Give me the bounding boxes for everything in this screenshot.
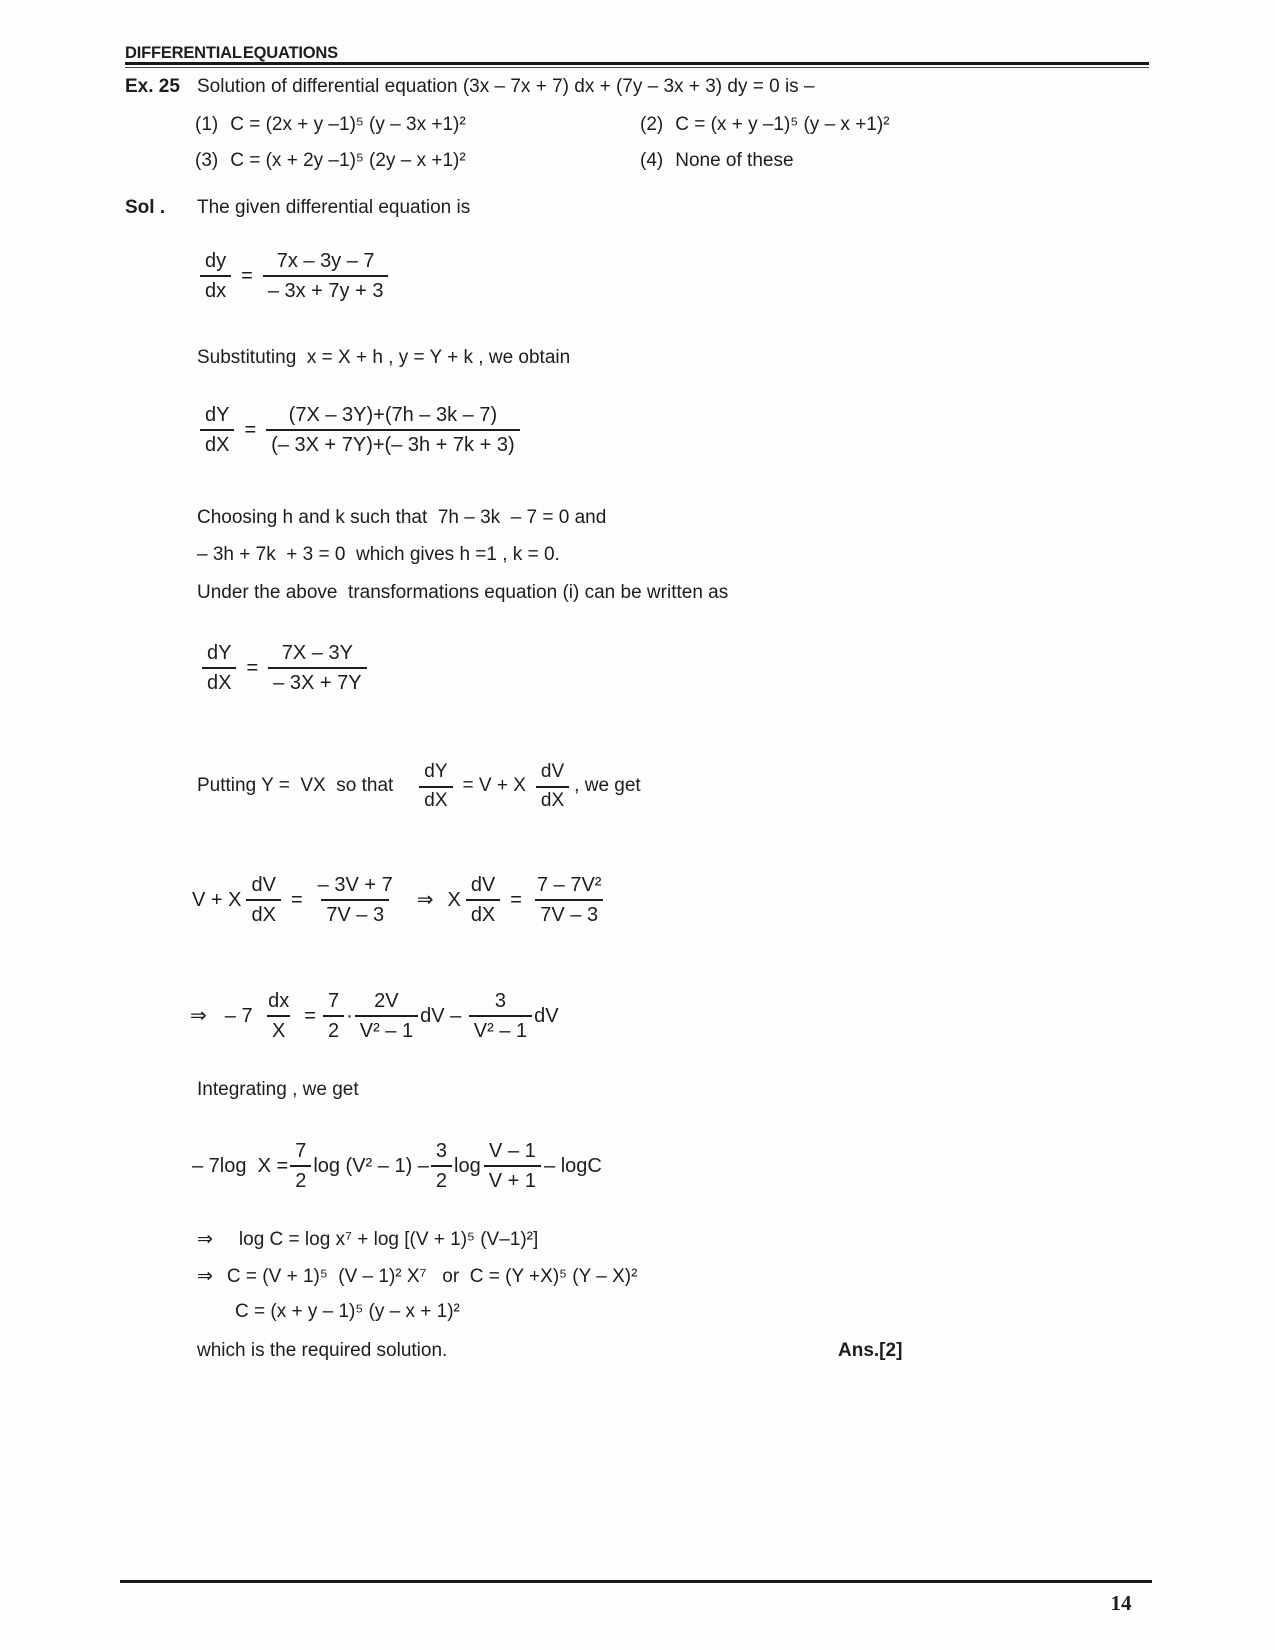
fraction — [268, 640, 366, 696]
substituting-line: Substituting x = X + h , y = Y + k , we obtain — [197, 347, 571, 368]
equation-4 — [192, 872, 611, 928]
fraction-numerator: dV — [540, 761, 565, 782]
option-3 — [195, 149, 466, 172]
fraction-denominator: V² – 1 — [469, 1015, 532, 1044]
fraction-denominator: dX — [200, 429, 234, 458]
fraction-denominator: dX — [536, 786, 569, 814]
option-number: (3) — [195, 150, 219, 171]
putting-post-text: , we get — [574, 775, 641, 797]
transformations-line: Under the above transformations equation (i) can be written as — [197, 582, 729, 603]
step-text: C = (V + 1)⁵ (V – 1)² X⁷ or C = (Y +X)⁵ (Y – X)² — [226, 1266, 638, 1287]
fraction-denominator: dX — [202, 667, 236, 696]
fraction — [419, 760, 452, 813]
fraction-numerator: 7x – 3y – 7 — [276, 250, 375, 272]
fraction-numerator: V – 1 — [489, 1140, 536, 1162]
fraction-numerator: 7 – 7V² — [536, 874, 602, 896]
fraction — [466, 872, 500, 928]
fraction-numerator: – 3V + 7 — [317, 874, 393, 896]
final-solution-line: C = (x + y – 1)⁵ (y – x + 1)² — [235, 1301, 460, 1322]
fraction — [431, 1138, 452, 1194]
eq4-mid-text: X — [447, 889, 461, 911]
eq6-post-text: – logC — [544, 1155, 602, 1177]
solution-intro: The given differential equation is — [197, 197, 471, 218]
putting-pre-text: Putting Y = VX so that — [197, 775, 394, 797]
fraction-denominator: 7V – 3 — [321, 899, 389, 928]
option-2 — [640, 113, 890, 136]
page-header-title: DIFFERENTIAL EQUATIONS — [125, 44, 338, 62]
option-text: None of these — [675, 150, 794, 171]
fraction-numerator: dV — [470, 874, 496, 896]
equation-3 — [197, 640, 372, 696]
option-text: C = (x + y –1)⁵ (y – x +1)² — [675, 114, 890, 135]
fraction-denominator: 2 — [323, 1015, 344, 1044]
option-1 — [195, 113, 466, 136]
equals-sign: = — [290, 889, 303, 911]
fraction — [200, 248, 231, 304]
fraction — [202, 640, 236, 696]
footer-rule — [120, 1580, 1152, 1583]
fraction-denominator: 2 — [431, 1165, 452, 1194]
fraction — [246, 872, 280, 928]
fraction-denominator: – 3X + 7Y — [268, 667, 366, 696]
fraction-denominator: (– 3X + 7Y)+(– 3h + 7k + 3) — [266, 429, 519, 458]
fraction-denominator: dX — [466, 899, 500, 928]
fraction-numerator: 2V — [374, 990, 399, 1012]
problem-statement: Solution of differential equation (3x – 7x + 7) dx + (7y – 3x + 3) dy = 0 is – — [197, 76, 815, 97]
implies-arrow: ⇒ — [197, 1266, 213, 1287]
fraction — [323, 988, 344, 1044]
option-number: (1) — [195, 114, 219, 135]
step-text: log C = log x⁷ + log [(V + 1)⁵ (V–1)²] — [238, 1229, 539, 1250]
step-c-equals — [197, 1265, 637, 1290]
fraction — [355, 988, 418, 1044]
eq6-mid-text-1: log (V² – 1) – — [313, 1155, 429, 1177]
fraction-denominator: X — [267, 1015, 290, 1044]
eq6-pre-text: – 7log X = — [192, 1155, 289, 1177]
choosing-line-2: – 3h + 7k + 3 = 0 which gives h =1 , k = 0. — [197, 544, 560, 565]
fraction-numerator: dx — [268, 990, 290, 1012]
solution-label: Sol . — [125, 197, 166, 218]
fraction-numerator: dY — [424, 761, 448, 782]
eq5-post-text: dV — [534, 1005, 559, 1027]
equals-sign: = — [304, 1005, 316, 1027]
answer-label: Ans.[2] — [838, 1340, 903, 1361]
equation-1 — [195, 248, 393, 304]
fraction — [469, 988, 532, 1044]
fraction-denominator: – 3x + 7y + 3 — [263, 275, 389, 304]
implies-arrow: ⇒ — [416, 889, 434, 911]
implies-arrow: ⇒ — [190, 1005, 207, 1027]
option-text: C = (2x + y –1)⁵ (y – 3x +1)² — [230, 114, 466, 135]
fraction-numerator: dV — [251, 874, 276, 896]
fraction — [484, 1138, 541, 1194]
option-4 — [640, 149, 794, 172]
fraction-numerator: dy — [205, 250, 227, 272]
equals-sign: = — [244, 419, 257, 441]
fraction-numerator: (7X – 3Y)+(7h – 3k – 7) — [288, 404, 498, 426]
option-text: C = (x + 2y –1)⁵ (2y – x +1)² — [230, 150, 466, 171]
equals-sign: = — [241, 265, 253, 287]
option-number: (4) — [640, 150, 664, 171]
eq5-pre-text: – 7 — [224, 1005, 259, 1027]
fraction — [266, 402, 519, 458]
page-number: 14 — [1110, 1591, 1132, 1615]
choosing-line-1: Choosing h and k such that 7h – 3k – 7 = 0 and — [197, 507, 607, 528]
fraction-denominator: V² – 1 — [355, 1015, 418, 1044]
equation-2 — [195, 402, 525, 458]
fraction-numerator: dY — [207, 642, 232, 664]
integrating-line: Integrating , we get — [197, 1079, 359, 1100]
putting-line — [197, 760, 641, 813]
fraction — [263, 988, 294, 1044]
fraction-denominator: dx — [200, 275, 231, 304]
equals-sign: = — [510, 889, 522, 911]
fraction — [532, 872, 606, 928]
fraction-numerator: 7 — [327, 990, 340, 1012]
fraction-denominator: V + 1 — [484, 1165, 541, 1194]
closing-line: which is the required solution. — [197, 1340, 448, 1361]
putting-mid-text: = V + X — [462, 775, 526, 797]
fraction — [313, 872, 398, 928]
fraction-denominator: 7V – 3 — [535, 899, 603, 928]
fraction — [263, 248, 389, 304]
dot-operator: · — [346, 1005, 353, 1027]
eq4-pre-text: V + X — [192, 889, 242, 911]
problem-label: Ex. 25 — [125, 76, 180, 97]
implies-arrow: ⇒ — [197, 1229, 213, 1250]
eq5-mid-text: dV – — [420, 1005, 467, 1027]
fraction — [200, 402, 234, 458]
fraction — [536, 760, 569, 813]
step-log-c — [197, 1228, 538, 1253]
fraction — [290, 1138, 311, 1194]
fraction-numerator: 3 — [494, 990, 507, 1012]
equation-5 — [190, 988, 559, 1044]
eq6-mid-text-2: log — [454, 1155, 481, 1177]
header-rule — [125, 62, 1149, 68]
equation-6 — [192, 1138, 602, 1194]
fraction-numerator: dY — [205, 404, 230, 426]
fraction-numerator: 7X – 3Y — [281, 642, 353, 664]
fraction-numerator: 7 — [295, 1140, 307, 1162]
equals-sign: = — [246, 657, 259, 679]
fraction-numerator: 3 — [435, 1140, 448, 1162]
fraction-denominator: 2 — [290, 1165, 311, 1194]
fraction-denominator: dX — [419, 786, 452, 814]
option-number: (2) — [640, 114, 664, 135]
fraction-denominator: dX — [246, 899, 280, 928]
